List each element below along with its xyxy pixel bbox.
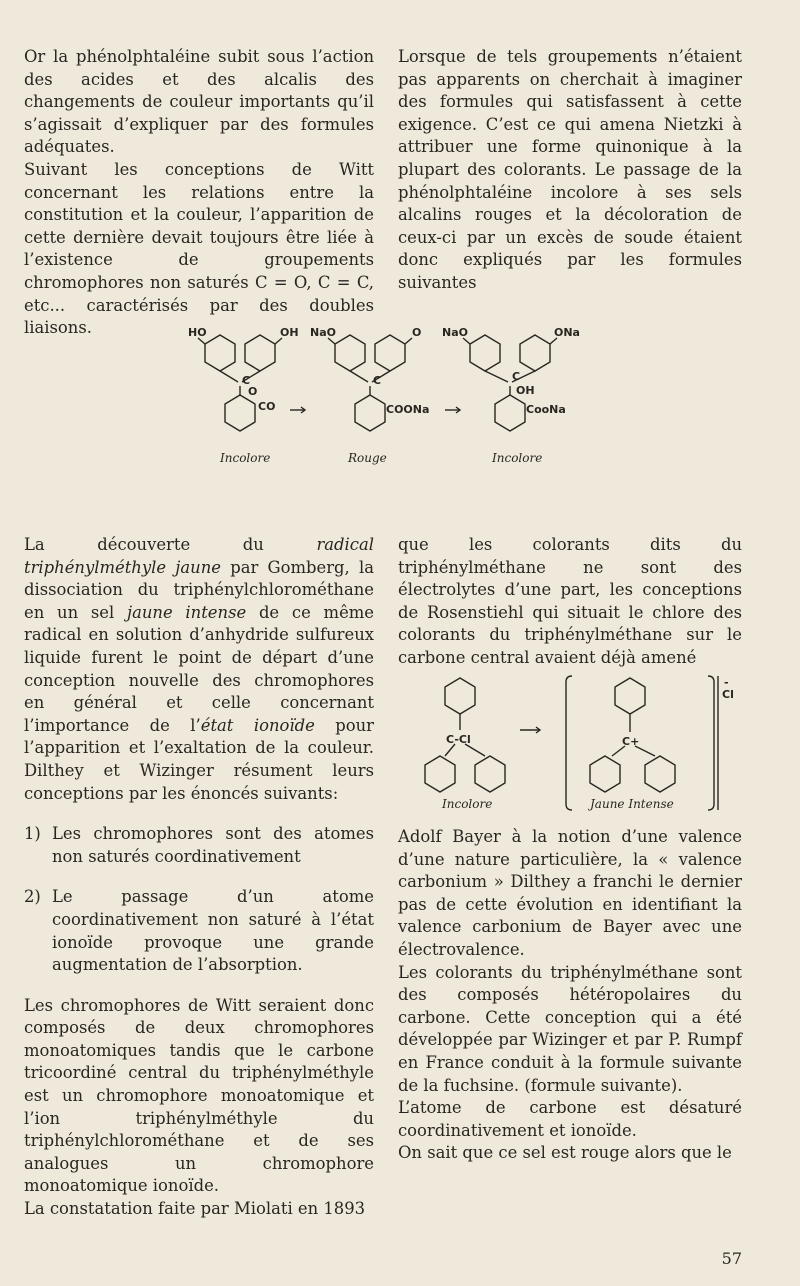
list-number: 2) [24,887,41,907]
paragraph: Suivant les conceptions de Witt concernant les relations entre la constitution et la couleur, l’apparition de cette dernière devait toujours être liée à l’existence de groupements chromophores non saturés C = O, C = C, etc... caractérisés par des doubles liaisons. [24,159,374,338]
caption-incolore: Incolore [442,797,493,811]
right-column-upper [398,534,742,670]
label-c-cl: C-Cl [446,733,471,746]
list-number: 1) [24,824,41,844]
list-item [24,886,374,976]
list-text: Les chromophores sont des atomes non saturés coordinativement [52,824,374,866]
label-c-plus: C+ [622,735,640,748]
caption-incolore-2: Incolore [492,451,543,465]
emphasis: état ionoïde [200,715,315,735]
label-o: O [412,326,422,339]
caption-rouge: Rouge [348,451,387,465]
top-left-column [24,46,374,340]
label-coona-1: COONa [386,403,430,416]
label-c1: C [242,374,251,387]
caption-jaune-intense: Jaune Intense [590,797,674,811]
paragraph: Les chromophores de Witt seraient donc composés de deux chromophores monoatomiques tandis que le carbone tricoordiné central du triphénylméthyle est un chromophore monoatomique et l’ion triphénylméthyle du triphénylchlorométhane et de ses analogues un chromophore monoatomique ionoïde. [24,995,374,1196]
paragraph: Les colorants du triphénylméthane sont des composés hétéropolaires du carbone. Cette conception qui a été développée par Wizinger et par P. Rumpf en France conduit à la formule suivante de la fuchsine. (formule suivante). [398,962,742,1095]
label-cl: Cl [722,688,734,701]
right-column-lower [398,826,742,1165]
paragraph: La constatation faite par Miolati en 1893 [24,1199,366,1219]
paragraph: Adolf Bayer à la notion d’une valence d’une nature particulière, la « valence carbonium » Dilthey a franchi le dernier pas de cette évolution en identifiant la valence carbonium de Bayer avec une électrovalence. [398,827,742,959]
list-text: Le passage d’un atome coordinativement non saturé à l’état ionoïde provoque une grande augmentation de l’absorption. [52,887,374,975]
label-nao-1: NaO [310,326,336,339]
phenolphthalein-structures-figure [180,300,620,470]
triphenylmethane-structures-figure [400,668,740,818]
emphasis: radical triphénylméthyle jaune [24,535,374,577]
label-ona: ONa [554,326,580,339]
paragraph: Lorsque de tels groupements n’étaient pas apparents on cherchait à imaginer des formules qui satisfassent à cette exigence. C’est ce qui amena Nietzki à attribuer une forme quinonique à la plupart des colorants. Le passage de la phénolphtaléine incolore à ses sels alcalins rouges et la décoloration de ceux-ci par un excès de soude étaient donc expliqués par les formules suivantes [398,47,742,292]
list-item [24,823,374,868]
label-ho: HO [188,326,207,339]
paragraph: L’atome de carbone est désaturé coordinativement et ionoïde. [398,1098,742,1140]
page-number: 57 [721,1249,742,1268]
label-nao-2: NaO [442,326,468,339]
label-minus: - [724,676,729,689]
label-coona-2: CooNa [526,403,566,416]
left-column [24,534,374,1221]
emphasis: jaune intense [127,602,247,622]
top-right-column [398,46,742,295]
label-c3: C [512,370,521,383]
label-oh: OH [280,326,299,339]
paragraph: Or la phénolphtaléine subit sous l’action des acides et des alcalis des changements de couleur importants qu’il s’agissait d’expliquer par des formules adéquates. [24,47,374,157]
paragraph: La découverte du radical triphénylméthyle jaune par Gomberg, la dissociation du triphénylchlorométhane en un sel jaune intense de ce même radical en solution d’anhydride sulfureux liquide furent le point de départ d’une conception nouvelle des chromophores en général et celle concernant l’importance de l’état ionoïde pour l’apparition et l’exaltation de la couleur. Dilthey et Wizinger résument leurs conceptions par les énoncés suivants: [24,535,375,803]
label-oh-2: OH [516,384,535,397]
label-o-ring: O [248,385,258,398]
caption-incolore-1: Incolore [220,451,271,465]
label-c2: C [373,374,382,387]
paragraph: On sait que ce sel est rouge alors que le [398,1143,732,1163]
label-co: CO [258,400,276,413]
paragraph: que les colorants dits du triphénylméthane ne sont des électrolytes d’une part, les conceptions de Rosenstiehl qui situait le chlore des colorants du triphénylméthane sur le carbone central avaient déjà amené [398,535,742,667]
